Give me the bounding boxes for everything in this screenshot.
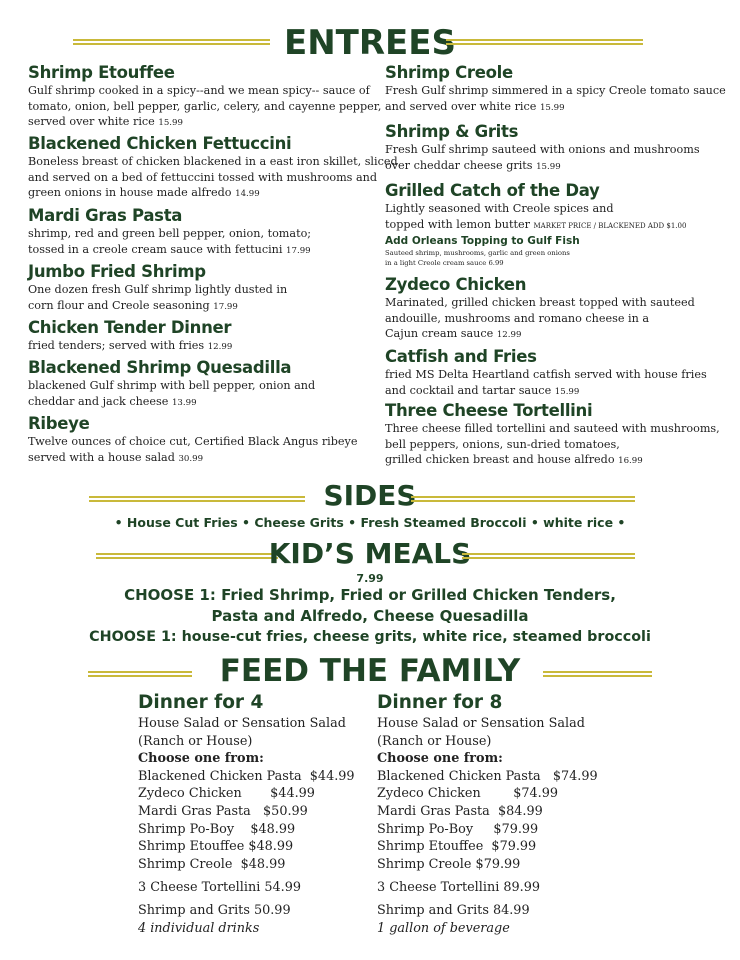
menu-item — [28, 63, 381, 132]
menu-item — [28, 358, 315, 411]
family-option: Zydeco Chicken $44.99 — [138, 786, 315, 802]
kids-choose-side: CHOOSE 1: house-cut fries, cheese grits, white rice, steamed broccoli — [89, 629, 651, 645]
kids-choose-entree-line1: CHOOSE 1: Fried Shrimp, Fried or Grilled Chicken Tenders, — [124, 586, 616, 604]
family-option: Blackened Chicken Pasta $74.99 — [377, 768, 598, 784]
item-price: 12.99 — [207, 342, 233, 352]
item-name: Three Cheese Tortellini — [385, 401, 593, 420]
sides-title: SIDES — [323, 479, 417, 512]
family-option: Blackened Chicken Pasta $44.99 — [138, 768, 355, 784]
item-desc: Twelve ounces of choice cut, Certified Black Angus ribeye served with a house salad 30.99 — [28, 435, 358, 464]
item-desc: Fresh Gulf shrimp sauteed with onions and mushrooms over cheddar cheese grits 15.99 — [385, 143, 700, 172]
family-dinner-for-8: Dinner for 8 House Salad or Sensation Salad (Ranch or House) Choose one from: Blackened Chicken Pasta $74.99 Zydeco Chicken $74.99 Mardi Gras Pasta $84.99 Shrimp Po-Boy $79.99 Shrimp Etouffee $79.99 Shrimp Creole $79.99 3 Cheese Tortellini 89.99 Shrimp and Grits 84.99 1 gallon of beverage — [377, 692, 598, 936]
addon-name: Add Orleans Topping to Gulf Fish — [385, 235, 580, 248]
item-price: 12.99 — [496, 330, 522, 341]
family-heading: Dinner for 4 — [138, 692, 264, 713]
entrees-rule-right — [446, 39, 643, 45]
family-option: Mardi Gras Pasta $50.99 — [138, 803, 308, 819]
item-desc: Three cheese filled tortellini and sauteed with mushrooms, bell peppers, onions, sun-dried tomatoes, grilled chicken breast and house alfredo 16.99 — [385, 422, 720, 467]
item-desc: Fresh Gulf shrimp simmered in a spicy Creole tomato sauce and served over white rice 15.99 — [385, 84, 726, 113]
menu-item — [28, 206, 311, 259]
item-desc: fried tenders; served with fries 12.99 — [28, 339, 233, 352]
item-desc: Marinated, grilled chicken breast topped with sauteed andouille, mushrooms and romano cheese in a Cajun cream sauce 12.99 — [385, 296, 695, 341]
kids-title: KID’S MEALS — [268, 537, 472, 570]
family-title: FEED THE FAMILY — [219, 653, 521, 689]
menu-item — [385, 122, 700, 175]
item-price: 16.99 — [618, 456, 643, 467]
addon-desc: Sauteed shrimp, mushrooms, garlic and green onions in a light Creole cream sauce 6.99 — [385, 249, 570, 268]
menu-item — [385, 181, 686, 268]
item-desc: Lightly seasoned with Creole spices and topped with lemon butter MARKET PRICE / BLACKENED ADD $1.00 — [385, 202, 687, 231]
item-desc: Gulf shrimp cooked in a spicy--and we mean spicy-- sauce of tomato, onion, bell pepper, garlic, celery, and cayenne pepper, served over white rice 15.99 — [28, 84, 382, 129]
kids-rule-right — [462, 553, 635, 559]
item-price: 15.99 — [158, 118, 183, 129]
family-option: Mardi Gras Pasta $84.99 — [377, 803, 543, 819]
menu-item — [28, 318, 232, 356]
menu-item — [385, 347, 707, 400]
menu-item — [28, 134, 398, 203]
item-name: Grilled Catch of the Day — [385, 181, 600, 200]
item-name: Catfish and Fries — [385, 347, 537, 366]
addon-price: 6.99 — [488, 259, 504, 268]
item-desc: One dozen fresh Gulf shrimp lightly dusted in corn flour and Creole seasoning 17.99 — [28, 283, 288, 312]
menu-item — [385, 401, 720, 470]
family-dinner-for-4: Dinner for 4 House Salad or Sensation Salad (Ranch or House) Choose one from: Blackened Chicken Pasta $44.99 Zydeco Chicken $44.99 Mardi Gras Pasta $50.99 Shrimp Po-Boy $48.99 Shrimp Etouffee $48.99 Shrimp Creole $48.99 3 Cheese Tortellini 54.99 Shrimp and Grits 50.99 4 individual drinks — [138, 692, 355, 936]
family-heading: Dinner for 8 — [377, 692, 503, 713]
item-name: Jumbo Fried Shrimp — [28, 262, 206, 281]
menu-item — [28, 414, 357, 467]
kids-choose-entree-line2: Pasta and Alfredo, Cheese Quesadilla — [211, 607, 529, 625]
item-name: Blackened Chicken Fettuccini — [28, 134, 292, 153]
item-name: Shrimp Etouffee — [28, 63, 175, 82]
family-option: Shrimp Creole $79.99 — [377, 856, 521, 872]
item-name: Shrimp & Grits — [385, 122, 519, 141]
menu-item — [28, 262, 287, 315]
family-option: Shrimp Creole $48.99 — [138, 856, 286, 872]
kids-price: 7.99 — [356, 572, 384, 585]
item-name: Ribeye — [28, 414, 90, 433]
item-price: 15.99 — [554, 386, 580, 397]
item-desc: Boneless breast of chicken blackened in a east iron skillet, sliced and served on a bed of fettuccini tossed with mushrooms and green onions in house made alfredo 14.99 — [28, 155, 398, 200]
item-price: 17.99 — [213, 301, 238, 312]
item-price: 13.99 — [171, 397, 197, 408]
item-price: 17.99 — [286, 245, 311, 256]
item-price: 30.99 — [178, 453, 204, 464]
item-desc: blackened Gulf shrimp with bell pepper, onion and cheddar and jack cheese 13.99 — [28, 379, 316, 408]
item-name: Mardi Gras Pasta — [28, 206, 183, 225]
family-option: Shrimp Po-Boy $79.99 — [377, 821, 539, 837]
item-desc: shrimp, red and green bell pepper, onion, tomato; tossed in a creole cream sauce with fettucini 17.99 — [28, 227, 312, 256]
entrees-title: ENTREES — [284, 23, 456, 63]
item-name: Zydeco Chicken — [385, 275, 527, 294]
family-option: Zydeco Chicken $74.99 — [377, 786, 559, 802]
item-price: 14.99 — [235, 189, 260, 200]
menu-item — [385, 63, 726, 116]
item-price: MARKET PRICE / BLACKENED ADD $1.00 — [533, 221, 687, 230]
item-name: Chicken Tender Dinner — [28, 318, 232, 337]
sides-list: • House Cut Fries • Cheese Grits • Fresh Steamed Broccoli • white rice • — [114, 515, 626, 530]
item-price: 15.99 — [539, 102, 565, 113]
family-rule-right — [543, 671, 652, 677]
family-option: Shrimp Po-Boy $48.99 — [138, 821, 296, 837]
sides-rule-right — [411, 496, 635, 502]
item-desc: fried MS Delta Heartland catfish served with house fries and cocktail and tartar sauce 15.99 — [385, 368, 707, 397]
menu-item — [385, 275, 695, 344]
family-option: Shrimp Etouffee $48.99 — [138, 839, 294, 855]
item-name: Shrimp Creole — [385, 63, 513, 82]
item-name: Blackened Shrimp Quesadilla — [28, 358, 292, 377]
item-price: 15.99 — [536, 161, 561, 172]
family-option: Shrimp Etouffee $79.99 — [377, 839, 537, 855]
